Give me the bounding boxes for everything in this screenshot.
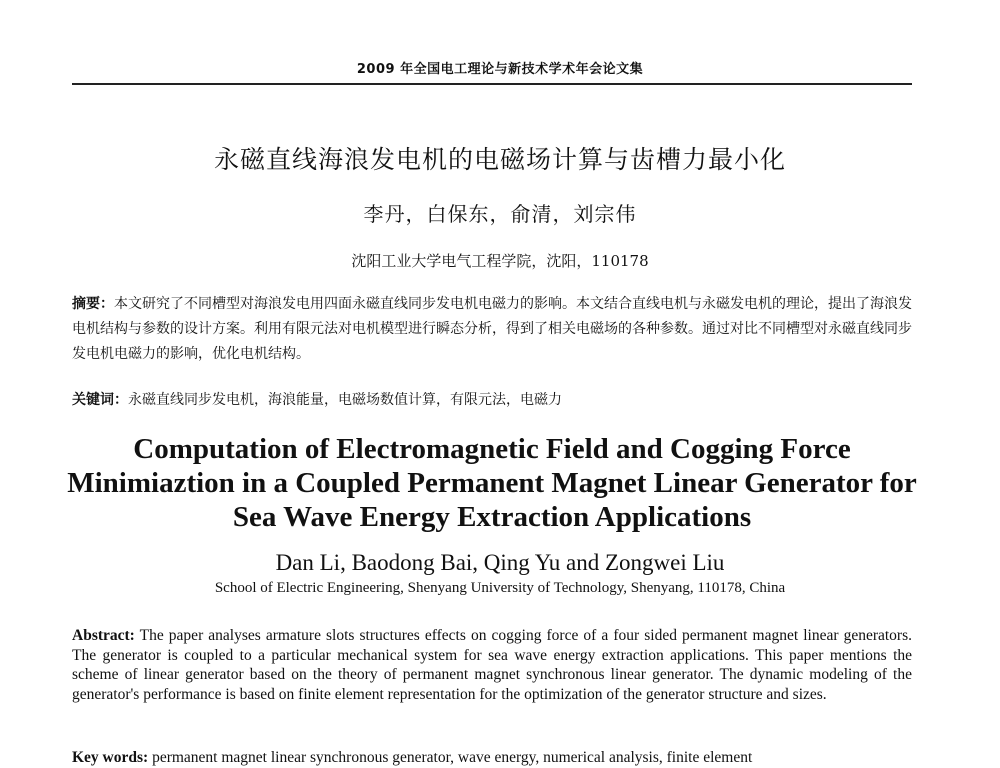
english-authors: Dan Li, Baodong Bai, Qing Yu and Zongwei Liu xyxy=(275,550,725,575)
english-title xyxy=(60,432,924,534)
english-keywords-label: Key words: xyxy=(72,749,149,766)
english-title-line-3: Sea Wave Energy Extraction Applications xyxy=(232,501,752,533)
running-header: 2009 年全国电工理论与新技术学术年会论文集 xyxy=(356,62,644,77)
english-abstract-label: Abstract: xyxy=(72,627,135,644)
english-title-line-1: Computation of Electromagnetic Field and Cogging Force xyxy=(133,433,851,465)
english-title-line-2: Minimiaztion in a Coupled Permanent Magnet Linear Generator for xyxy=(67,467,917,499)
chinese-abstract-text: 本文研究了不同槽型对海浪发电用四面永磁直线同步发电机电磁力的影响。本文结合直线电机与永磁发电机的理论，提出了海浪发电机结构与参数的设计方案。利用有限元法对电机模型进行瞬态分析，得到了相关电磁场的各种参数。通过对比不同槽型对永磁直线同步发电机电磁力的影响，优化电机结构。 xyxy=(72,296,912,362)
chinese-keywords xyxy=(72,388,912,413)
chinese-keywords-label: 关键词： xyxy=(72,392,128,408)
english-abstract xyxy=(72,626,912,704)
chinese-title: 永磁直线海浪发电机的电磁场计算与齿槽力最小化 xyxy=(213,145,786,174)
english-keywords xyxy=(72,748,912,768)
chinese-abstract xyxy=(72,292,912,367)
english-keywords-text: permanent magnet linear synchronous generator, wave energy, numerical analysis, finite element xyxy=(148,749,753,766)
chinese-affiliation: 沈阳工业大学电气工程学院，沈阳，110178 xyxy=(351,252,649,270)
english-affiliation: School of Electric Engineering, Shenyang University of Technology, Shenyang, 110178, China xyxy=(214,580,786,596)
chinese-keywords-text: 永磁直线同步发电机，海浪能量，电磁场数值计算，有限元法，电磁力 xyxy=(128,392,562,408)
chinese-abstract-label: 摘要： xyxy=(72,296,114,312)
header-rule xyxy=(72,83,912,85)
chinese-authors: 李丹，白保东，俞清，刘宗伟 xyxy=(363,202,637,226)
english-abstract-text: The paper analyses armature slots structures effects on cogging force of a four sided permanent magnet linear generators. The generator is coupled to a particular mechanical system for sea wave energy extraction applications. This paper mentions the scheme of linear generator based on the theory of permanent magnet synchronous linear generator. The dynamic modeling of the generator's performance is based on finite element representation for the optimization of the generator structure and sizes. xyxy=(72,627,912,703)
